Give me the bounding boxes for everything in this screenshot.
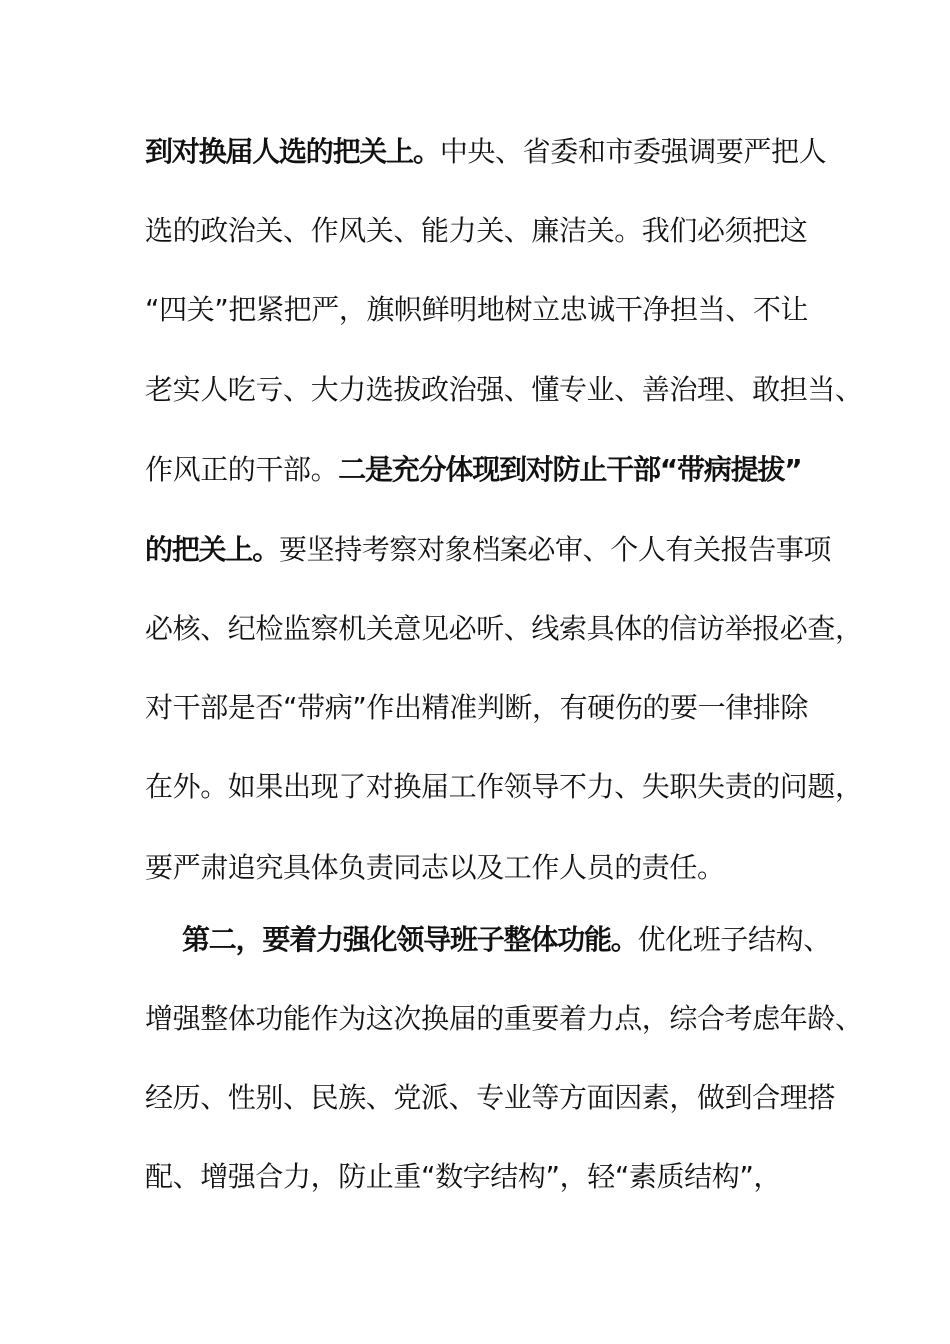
- body-text: 中央、省委和市委强调要严把人: [439, 135, 827, 168]
- body-text: 作风正的干部。: [145, 453, 339, 486]
- bold-text: 第二，要着力强化领导班子整体功能。: [182, 923, 638, 956]
- body-text: 增强整体功能作为这次换届的重要着力点，综合考虑年龄、: [145, 1002, 863, 1035]
- paragraph-line: [145, 288, 815, 332]
- paragraph-line: [145, 209, 815, 253]
- bold-text: 的把关上。: [145, 533, 280, 566]
- bold-text: 二是充分体现到对防止干部“带病提拔”: [338, 453, 802, 486]
- body-text: 选的政治关、作风关、能力关、廉洁关。我们必须把这: [145, 214, 808, 247]
- paragraph-line: [182, 918, 852, 962]
- body-text: 优化班子结构、: [637, 923, 831, 956]
- paragraph-line: [145, 765, 863, 809]
- body-text: 必核、纪检监察机关意见必听、线索具体的信访举报必查，: [145, 612, 863, 645]
- bold-text: 到对换届人选的把关上。: [145, 135, 440, 168]
- body-text: 经历、性别、民族、党派、专业等方面因素，做到合理搭: [145, 1081, 836, 1114]
- paragraph-line: [145, 686, 815, 730]
- paragraph-line: [145, 1076, 836, 1120]
- paragraph-line: [145, 368, 863, 412]
- paragraph-line: [145, 528, 832, 572]
- paragraph-line: [145, 448, 815, 492]
- body-text: 对干部是否“带病”作出精准判断，有硬伤的要一律排除: [145, 691, 809, 724]
- paragraph-line: [145, 130, 827, 174]
- paragraph-line: [145, 1155, 815, 1199]
- body-text: 要坚持考察对象档案必审、个人有关报告事项: [279, 533, 832, 566]
- body-text: “四关”把紧把严，旗帜鲜明地树立忠诚干净担当、不让: [145, 293, 809, 326]
- body-text: 在外。如果出现了对换届工作领导不力、失职失责的问题，: [145, 770, 863, 803]
- body-text: 配、增强合力，防止重“数字结构”，轻“素质结构”，: [145, 1160, 782, 1193]
- paragraph-line: [145, 846, 815, 890]
- body-text: 老实人吃亏、大力选拔政治强、懂专业、善治理、敢担当、: [145, 373, 863, 406]
- paragraph-line: [145, 997, 863, 1041]
- body-text: 要严肃追究具体负责同志以及工作人员的责任。: [145, 851, 725, 884]
- paragraph-line: [145, 607, 863, 651]
